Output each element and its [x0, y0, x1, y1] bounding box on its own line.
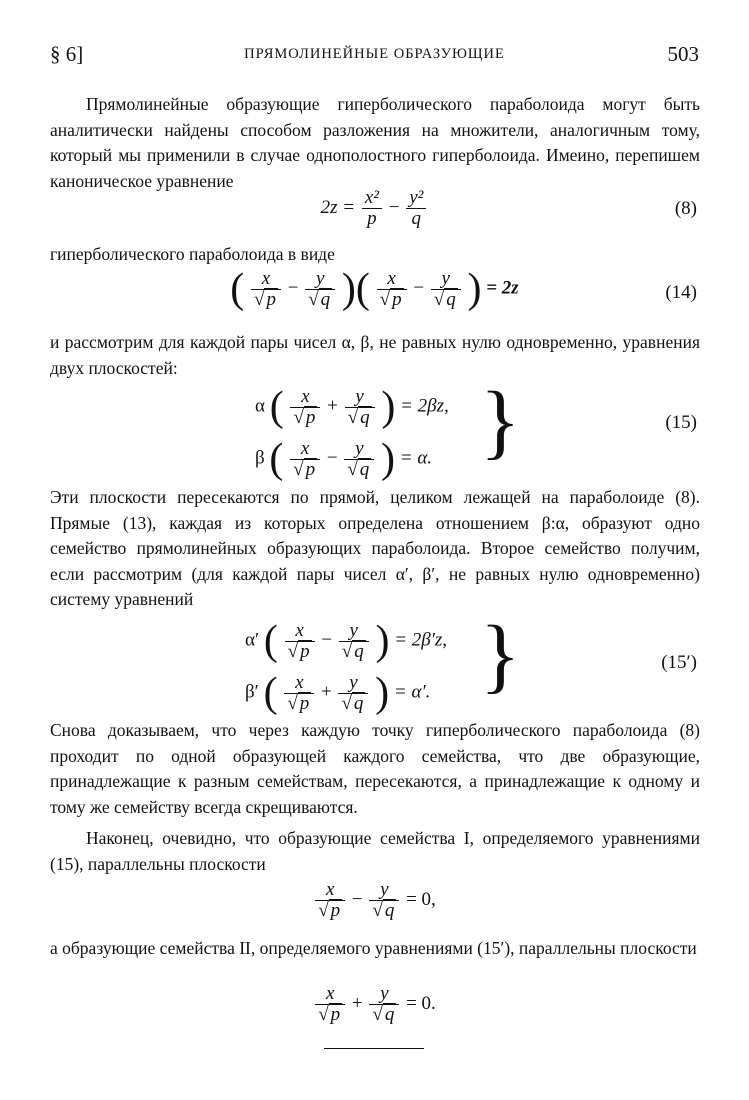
equation-plane-2: $\frac{x}{√ p}$ + $\frac{y}{√ q}$ = 0. [0, 984, 749, 1025]
equation-15prime-line-1: α′ ( $\frac{x}{√ p}$ − $\frac{y}{√ q}$ ) = 2β′z, [245, 618, 448, 664]
equation-8: 2z = $\frac{\text{x²}}{p}$ − $\frac{\text{y²}}{q}$ [0, 188, 749, 229]
paragraph-5: Снова доказываем, что через каждую точку гиперболического параболоида (8) проходит по одной образующей каждого семейства, что две образующие, принадлежащие к разным семействам, пересекаются, а принадлежащие к одному и тому же семейству всегда скрещиваются. [50, 720, 700, 817]
page-number: 503 [667, 42, 699, 66]
equation-15-line-1: α ( $\frac{x}{√ p}$ + $\frac{y}{√ q}$ ) = 2βz, [255, 384, 449, 430]
equation-15-brace: } [480, 375, 521, 468]
equation-plane-1: $\frac{x}{√ p}$ − $\frac{y}{√ q}$ = 0, [0, 880, 749, 921]
equation-15prime-system [245, 620, 447, 718]
end-rule [324, 1048, 424, 1049]
running-title: ПРЯМОЛИНЕЙНЫЕ ОБРАЗУЮЩИЕ [244, 46, 505, 62]
paragraph-4: Эти плоскости пересекаются по прямой, целиком лежащей на параболоиде (8). Прямые (13), каждая из которых определена отношением β:α, образуют одно семейство прямолинейных образующих параболоида. Второе семейство получим, если рассмотрим (для каждой пары чисел α′, β′, не равных нулю одновременно) систему уравнений [50, 487, 700, 609]
paragraph-3: и рассмотрим для каждой пары чисел α, β, не равных нулю одновременно, уравнения двух плоскостей: [50, 332, 700, 378]
equation-8-number: (8) [674, 198, 697, 219]
equation-14-number: (14) [665, 282, 697, 303]
running-header [50, 42, 699, 72]
paragraph-6: Наконец, очевидно, что образующие семейства I, определяемого уравнениями (15), параллельны плоскости [50, 828, 700, 874]
section-ref: § 6] [50, 42, 84, 66]
equation-15-system [255, 386, 449, 484]
equation-14: ( $\frac{x}{√ p}$ − $\frac{y}{√ q}$ )( $\frac{x}{√ p}$ − $\frac{y}{√ q}$ ) = 2z [230, 266, 519, 312]
equation-15prime-line-2: β′ ( $\frac{x}{√ p}$ + $\frac{y}{√ q}$ ) = α′. [245, 670, 431, 716]
equation-15prime-brace: } [480, 609, 521, 702]
paragraph-2: гиперболического параболоида в виде [50, 244, 335, 264]
equation-15-line-2: β ( $\frac{x}{√ p}$ − $\frac{y}{√ q}$ ) = α. [255, 436, 433, 482]
equation-15-number: (15) [665, 412, 697, 433]
paragraph-1: Прямолинейные образующие гиперболического параболоида могут быть аналитически найдены способом разложения на множители, аналогичным тому, который мы применили в случае однополостного гиперболоида. Имеино, перепишем каноническое уравнение [50, 94, 700, 191]
paragraph-7: а образующие семейства II, определяемого уравнениями (15′), параллельны плоскости [50, 938, 697, 958]
equation-15prime-number: (15′) [661, 652, 697, 673]
